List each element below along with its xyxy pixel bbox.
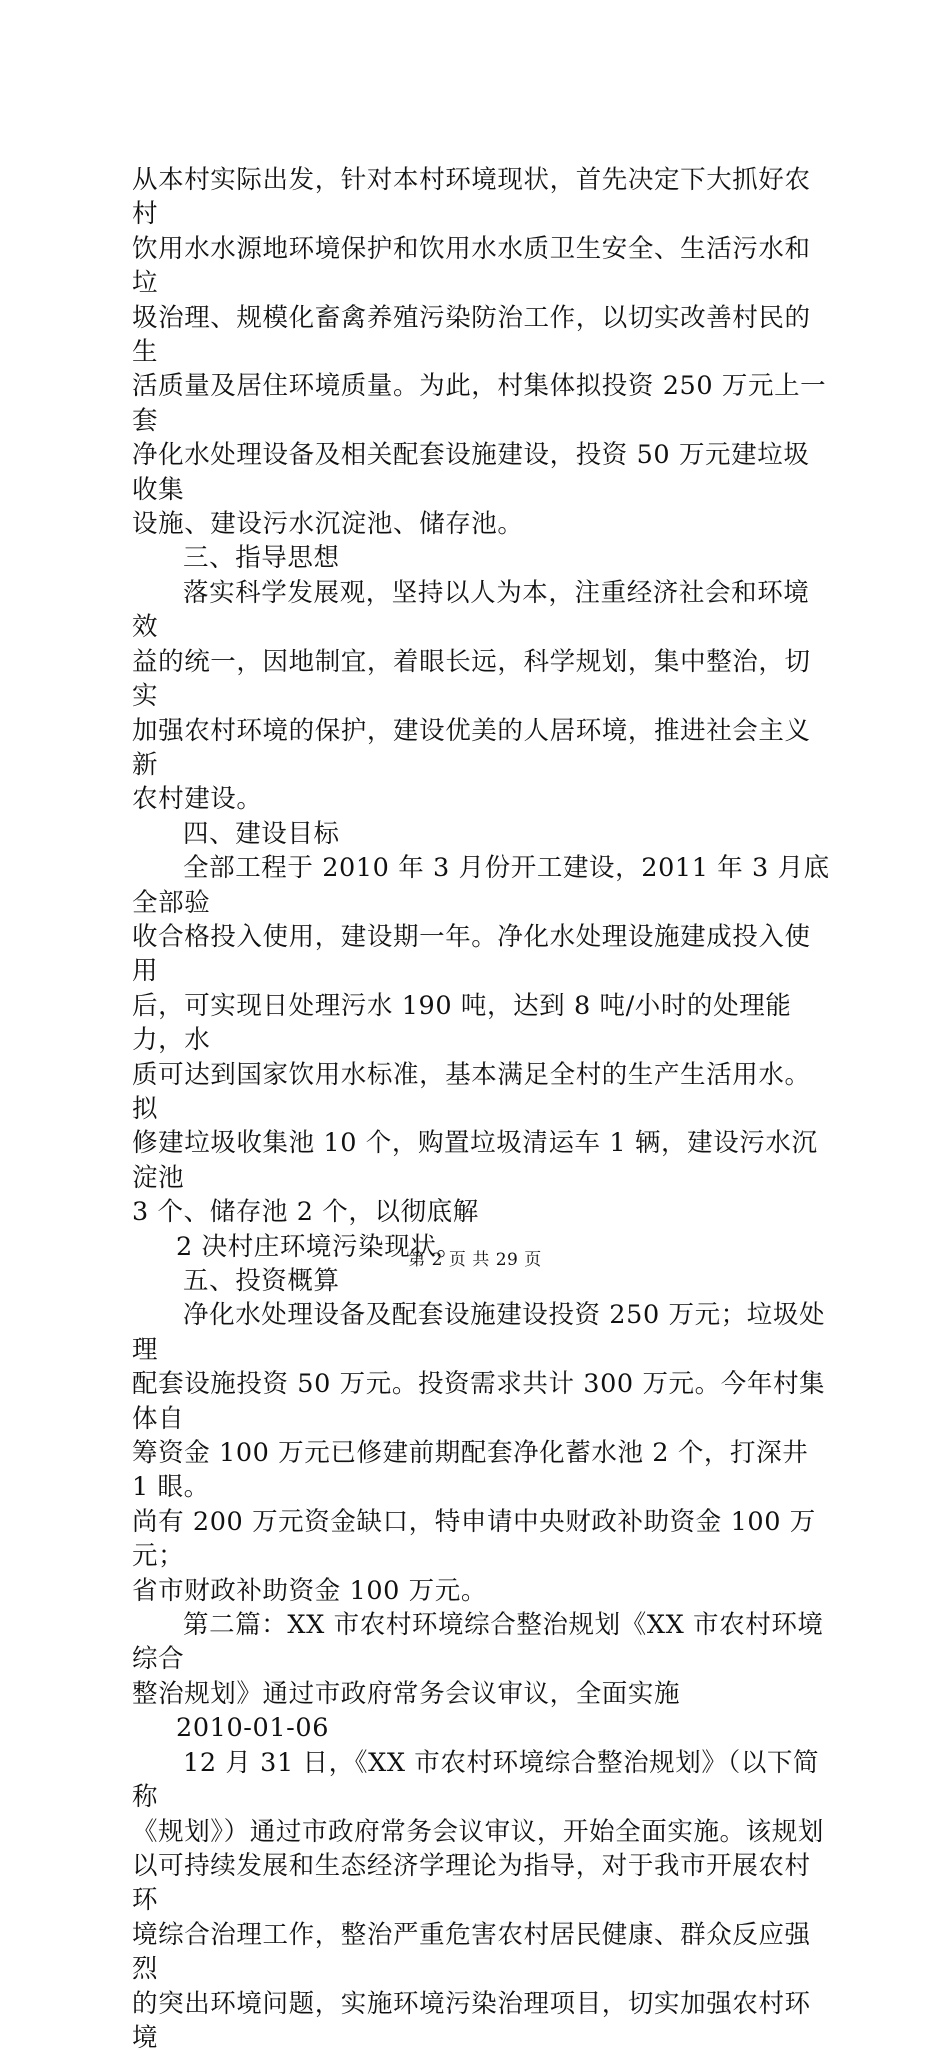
text-line: 修建垃圾收集池 10 个，购置垃圾清运车 1 辆，建设污水沉淀池 xyxy=(132,1128,818,1193)
text-line: 益的统一，因地制宜，着眼长远，科学规划，集中整治，切实 xyxy=(132,646,811,712)
text-line: 饮用水水源地环境保护和饮用水水质卫生安全、生活污水和垃 xyxy=(132,233,811,299)
body-text xyxy=(132,163,832,2055)
text-line: 设施、建设污水沉淀池、储存池。 xyxy=(132,509,524,540)
text-line: 配套设施投资 50 万元。投资需求共计 300 万元。今年村集体自 xyxy=(132,1369,826,1434)
page-number: 第 2 页 共 29 页 xyxy=(408,1250,542,1270)
text-line: 净化水处理设备及配套设施建设投资 250 万元；垃圾处理 xyxy=(132,1300,826,1365)
text-line: 《规划》）通过市政府常务会议审议，开始全面实施。该规划 xyxy=(132,1816,824,1847)
text-line: 2 决村庄环境污染现状。 xyxy=(176,1231,463,1262)
text-line: 以可持续发展和生态经济学理论为指导，对于我市开展农村环 xyxy=(132,1850,811,1916)
text-line: 质可达到国家饮用水标准，基本满足全村的生产生活用水。拟 xyxy=(132,1059,811,1124)
section-heading: 三、指导思想 xyxy=(183,543,340,574)
text-line: 落实科学发展观，坚持以人为本，注重经济社会和环境效 xyxy=(132,577,810,643)
text-line: 圾治理、规模化畜禽养殖污染防治工作，以切实改善村民的生 xyxy=(132,302,811,368)
text-line: 筹资金 100 万元已修建前期配套净化蓄水池 2 个，打深井 1 眼。 xyxy=(132,1438,818,1503)
text-line: 境综合治理工作，整治严重危害农村居民健康、群众反应强烈 xyxy=(132,1919,811,1985)
text-line: 尚有 200 万元资金缺口，特申请中央财政补助资金 100 万元； xyxy=(132,1506,816,1572)
chapter-heading: 第二篇：XX 市农村环境综合整治规划《XX 市农村环境综合 xyxy=(132,1610,824,1675)
text-line: 净化水处理设备及相关配套设施建设，投资 50 万元建垃圾收集 xyxy=(132,440,810,505)
section-heading: 五、投资概算 xyxy=(183,1266,340,1296)
chapter-heading: 整治规划》通过市政府常务会议审议，全面实施 xyxy=(132,1678,681,1709)
text-line: 省市财政补助资金 100 万元。 xyxy=(132,1575,487,1606)
text-line: 收合格投入使用，建设期一年。净化水处理设施建成投入使用 xyxy=(132,921,811,987)
text-line: 活质量及居住环境质量。为此，村集体拟投资 250 万元上一套 xyxy=(132,371,827,436)
text-line: 加强农村环境的保护，建设优美的人居环境，推进社会主义新 xyxy=(132,715,811,780)
text-line: 农村建设。 xyxy=(132,784,263,815)
text-line: 后，可实现日处理污水 190 吨，达到 8 吨/小时的处理能力，水 xyxy=(132,990,792,1056)
text-line: 全部工程于 2010 年 3 月份开工建设，2011 年 3 月底全部验 xyxy=(132,853,830,918)
text-line: 的突出环境问题，实施环境污染治理项目，切实加强农村环境 xyxy=(132,1988,811,2053)
text-line: 从本村实际出发，针对本村环境现状，首先决定下大抓好农村 xyxy=(132,165,811,230)
text-line: 12 月 31 日，《XX 市农村环境综合整治规划》（以下简称 xyxy=(132,1747,820,1813)
date-line: 2010-01-06 xyxy=(176,1713,330,1744)
text-line: 3 个、储存池 2 个，以彻底解 xyxy=(132,1197,479,1228)
section-heading: 四、建设目标 xyxy=(183,818,340,849)
